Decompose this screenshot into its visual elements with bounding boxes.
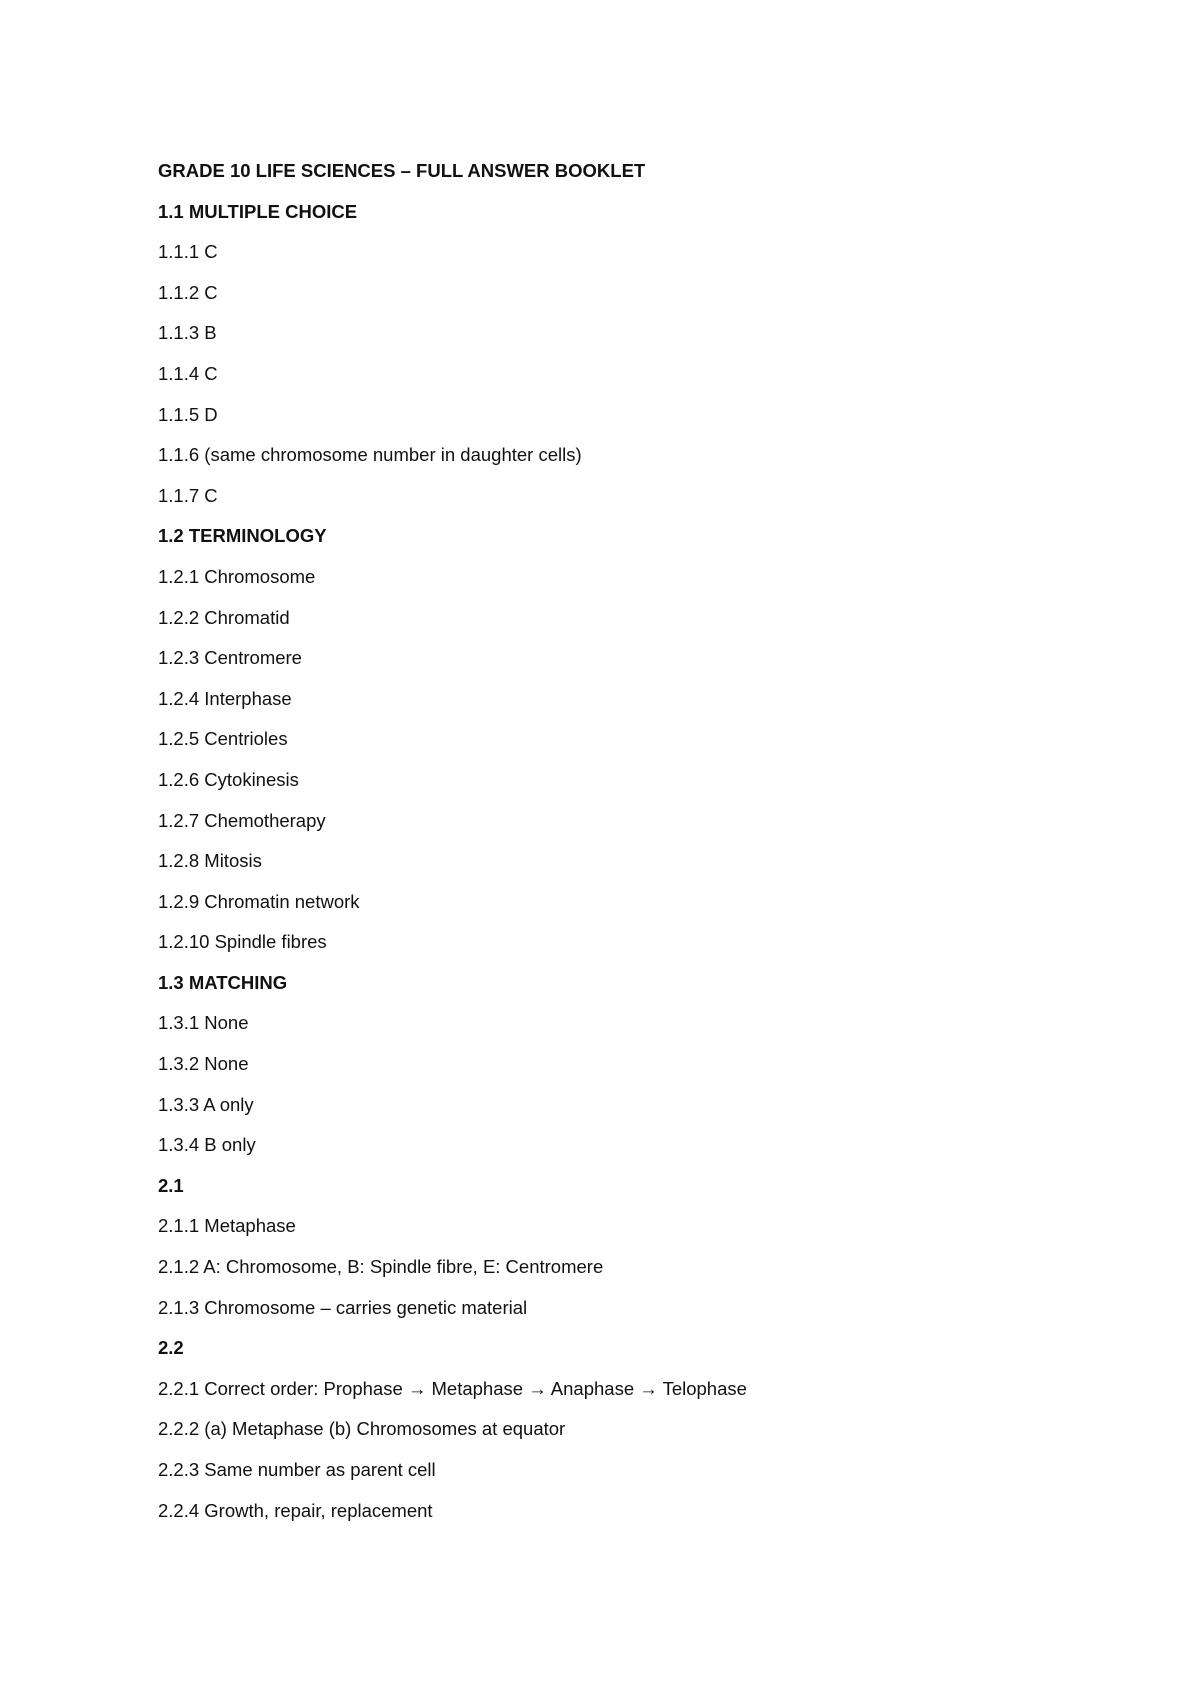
answer-line: 1.1.3 B <box>158 322 217 344</box>
answer-line: 1.1.1 C <box>158 241 218 263</box>
section-heading: 2.2 <box>158 1337 184 1359</box>
section-heading: 1.2 TERMINOLOGY <box>158 525 327 547</box>
document-body <box>158 156 1118 1536</box>
answer-line: 1.2.1 Chromosome <box>158 565 316 587</box>
answer-line: 1.2.7 Chemotherapy <box>158 809 326 831</box>
answer-line: 1.2.10 Spindle fibres <box>158 931 327 953</box>
section-heading: 1.3 MATCHING <box>158 971 288 993</box>
answer-line: 1.3.4 B only <box>158 1134 256 1156</box>
answer-line: 2.1.1 Metaphase <box>158 1215 296 1237</box>
answer-line: 1.3.1 None <box>158 1012 249 1034</box>
answer-line: 1.2.2 Chromatid <box>158 606 290 628</box>
answer-line: 2.1.3 Chromosome – carries genetic material <box>158 1296 528 1318</box>
answer-line: 2.2.3 Same number as parent cell <box>158 1459 436 1480</box>
answer-line: 2.1.2 A: Chromosome, B: Spindle fibre, E: Centromere <box>158 1256 604 1278</box>
section-heading: 1.1 MULTIPLE CHOICE <box>158 200 358 222</box>
answer-line: 1.1.6 (same chromosome number in daughter cells) <box>158 444 582 466</box>
answer-line: 1.2.3 Centromere <box>158 647 302 669</box>
answer-line: 1.1.2 C <box>158 281 218 303</box>
answer-line: 1.3.3 A only <box>158 1093 254 1115</box>
answer-line: 1.1.7 C <box>158 484 218 506</box>
answer-line: 1.1.5 D <box>158 403 218 425</box>
answer-line: 2.2.4 Growth, repair, replacement <box>158 1499 433 1521</box>
section-heading: 2.1 <box>158 1174 184 1196</box>
answer-line: 1.3.2 None <box>158 1053 249 1075</box>
answer-line: 1.1.4 C <box>158 362 218 384</box>
answer-line: 2.2.1 Correct order: Prophase → Metaphase → Anaphase → Telophase <box>158 1377 747 1399</box>
answer-line: 1.2.9 Chromatin network <box>158 890 360 912</box>
answer-line: 1.2.8 Mitosis <box>158 850 262 872</box>
document-title: GRADE 10 LIFE SCIENCES – FULL ANSWER BOOKLET <box>158 160 646 181</box>
answer-line: 2.2.2 (a) Metaphase (b) Chromosomes at equator <box>158 1418 566 1440</box>
answer-line: 1.2.4 Interphase <box>158 687 292 709</box>
answer-line: 1.2.5 Centrioles <box>158 728 288 750</box>
answer-line: 1.2.6 Cytokinesis <box>158 768 299 790</box>
